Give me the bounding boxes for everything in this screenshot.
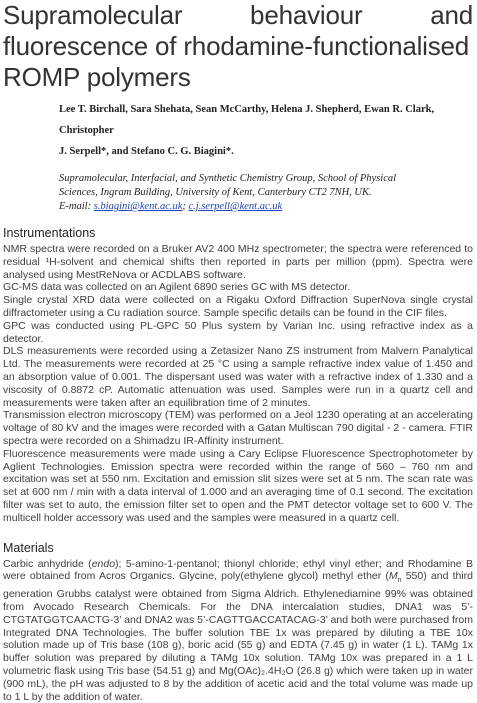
section-heading-instrumentations: Instrumentations (3, 226, 96, 240)
paragraph-nmr: NMR spectra were recorded on a Bruker AV2 400 MHz spectrometer; the spectra were referenced to residual ¹H-solvent and chemical shifts then reported in parts per million (ppm). Spectra were analysed using MestReNova or ACDLABS software. (3, 243, 473, 281)
section-heading-materials: Materials (3, 540, 54, 555)
affiliation-line-2: Sciences, Ingram Building, University of Kent, Canterbury CT2 7NH, UK. (59, 187, 372, 198)
paper-title (3, 0, 473, 93)
email-link-biagini[interactable]: s.biagini@kent.ac.uk (93, 201, 183, 212)
materials-text-a: Carbic anhydride ( (3, 557, 92, 570)
materials-text-b: ); 5-amino-1-pentanol; thionyl chloride; ethyl vinyl ether; and Rhodamine B were obtained from Acros Organics. Glycine, poly(ethylene glycol) methyl ether ( (3, 557, 473, 583)
title-line-1: Supramolecular behaviour and (3, 0, 473, 30)
paragraph-gcms: GC-MS data was collected on an Agilent 6890 series GC with MS detector. (3, 281, 351, 294)
materials-endo: endo (91, 557, 116, 570)
materials-mn: M (388, 570, 398, 583)
document-page (3, 0, 473, 703)
title-line-3: ROMP polymers (3, 62, 191, 92)
author-list (59, 99, 469, 162)
title-line-2: fluorescence of rhodamine-functionalised (3, 31, 470, 61)
email-label: E-mail: (59, 201, 92, 212)
paragraph-xrd: Single crystal XRD data were collected on a Rigaku Oxford Diffraction SuperNova single crystal diffractometer using a Cu radiation source. Sample specific details can be found in the CIF files. (3, 294, 473, 319)
materials-text-c: 550) and third generation Grubbs catalyst were obtained from Sigma Aldrich. Ethylenediamine 99% was obtained from Avocado Research Chemicals. For the DNA intercalation studies, DNA1 was 5’-CTGTATGGTCAACTG-3’ and DNA2 was 5’-CAGTTGACCATACAG-3’ and both were purchased from Integrated DNA Technologies. The buffer solution TBE 1x was prepared by diluting a TBE 10x solution made up of Tris base (108 g), boric acid (55 g) and EDTA (7.45 g) in water (1 L). TAMg 1x buffer solution was prepared by diluting a TAMg 10x solution. TAMg 10x was prepared in a 1 L volumetric flask using Tris base (54.51 g) and Mg(OAc)₂.4H₂O (26.8 g) which were taken up in water (900 mL), the pH was adjusted to 8 by the addition of acetic acid and the total volume was made up to 1 L by the addition of water. (3, 570, 473, 703)
affiliation-line-1: Supramolecular, Interfacial, and Synthetic Chemistry Group, School of Physical (59, 173, 397, 184)
paragraph-dls: DLS measurements were recorded using a Zetasizer Nano ZS instrument from Malvern Panalytical Ltd. The measurements were recorded at 25 °C using a sample refractive index value of 1.450 and an absorption value of 0.001. The dispersant used was water with a refractive index of 1.330 and a viscosity of 0.8872 cP. Automatic attenuation was used. Samples were run in a quartz cell and measurements were taken after an equilibration time of 2 minutes. (3, 345, 473, 409)
paragraph-fluorescence: Fluorescence measurements were made using a Cary Eclipse Fluorescence Spectrophotometer by Aglient Technologies. Emission spectra were recorded within the range of 560 – 760 nm and excitation was set at 550 nm. Excitation and emission slit sizes were set at 5 nm. The scan rate was set at 600 nm / min with a data interval of 1.000 and an averaging time of 0.1 second. The excitation filter was set to auto, the emission filter set to open and the PMT detector voltage set to 600 V. The multicell holder accessory was used and the samples were measured in a quartz cell. (3, 447, 473, 524)
paragraph-tem: Transmission electron microscopy (TEM) was performed on a Jeol 1230 operating at an accelerating voltage of 80 kV and the images were recorded with a Gatan Multiscan 790 digital - 2 - camera. FTIR spectra were recorded on a Shimadzu IR-Affinity instrument. (3, 409, 473, 447)
paragraph-gpc: GPC was conducted using PL-GPC 50 Plus system by Varian Inc. using refractive index as a detector. (3, 319, 473, 345)
paragraph-materials (3, 558, 473, 703)
email-row (59, 200, 473, 214)
email-link-serpell[interactable]: c.j.serpell@kent.ac.uk (188, 201, 283, 212)
affiliation (59, 172, 464, 200)
authors-line-2: J. Serpell*, and Stefano C. G. Biagini*. (59, 146, 234, 157)
authors-line-1: Lee T. Birchall, Sara Shehata, Sean McCarthy, Helena J. Shepherd, Ewan R. Clark, Christopher (59, 104, 435, 136)
materials-mn-sub: n (397, 577, 402, 585)
email-separator: ; (182, 201, 186, 212)
